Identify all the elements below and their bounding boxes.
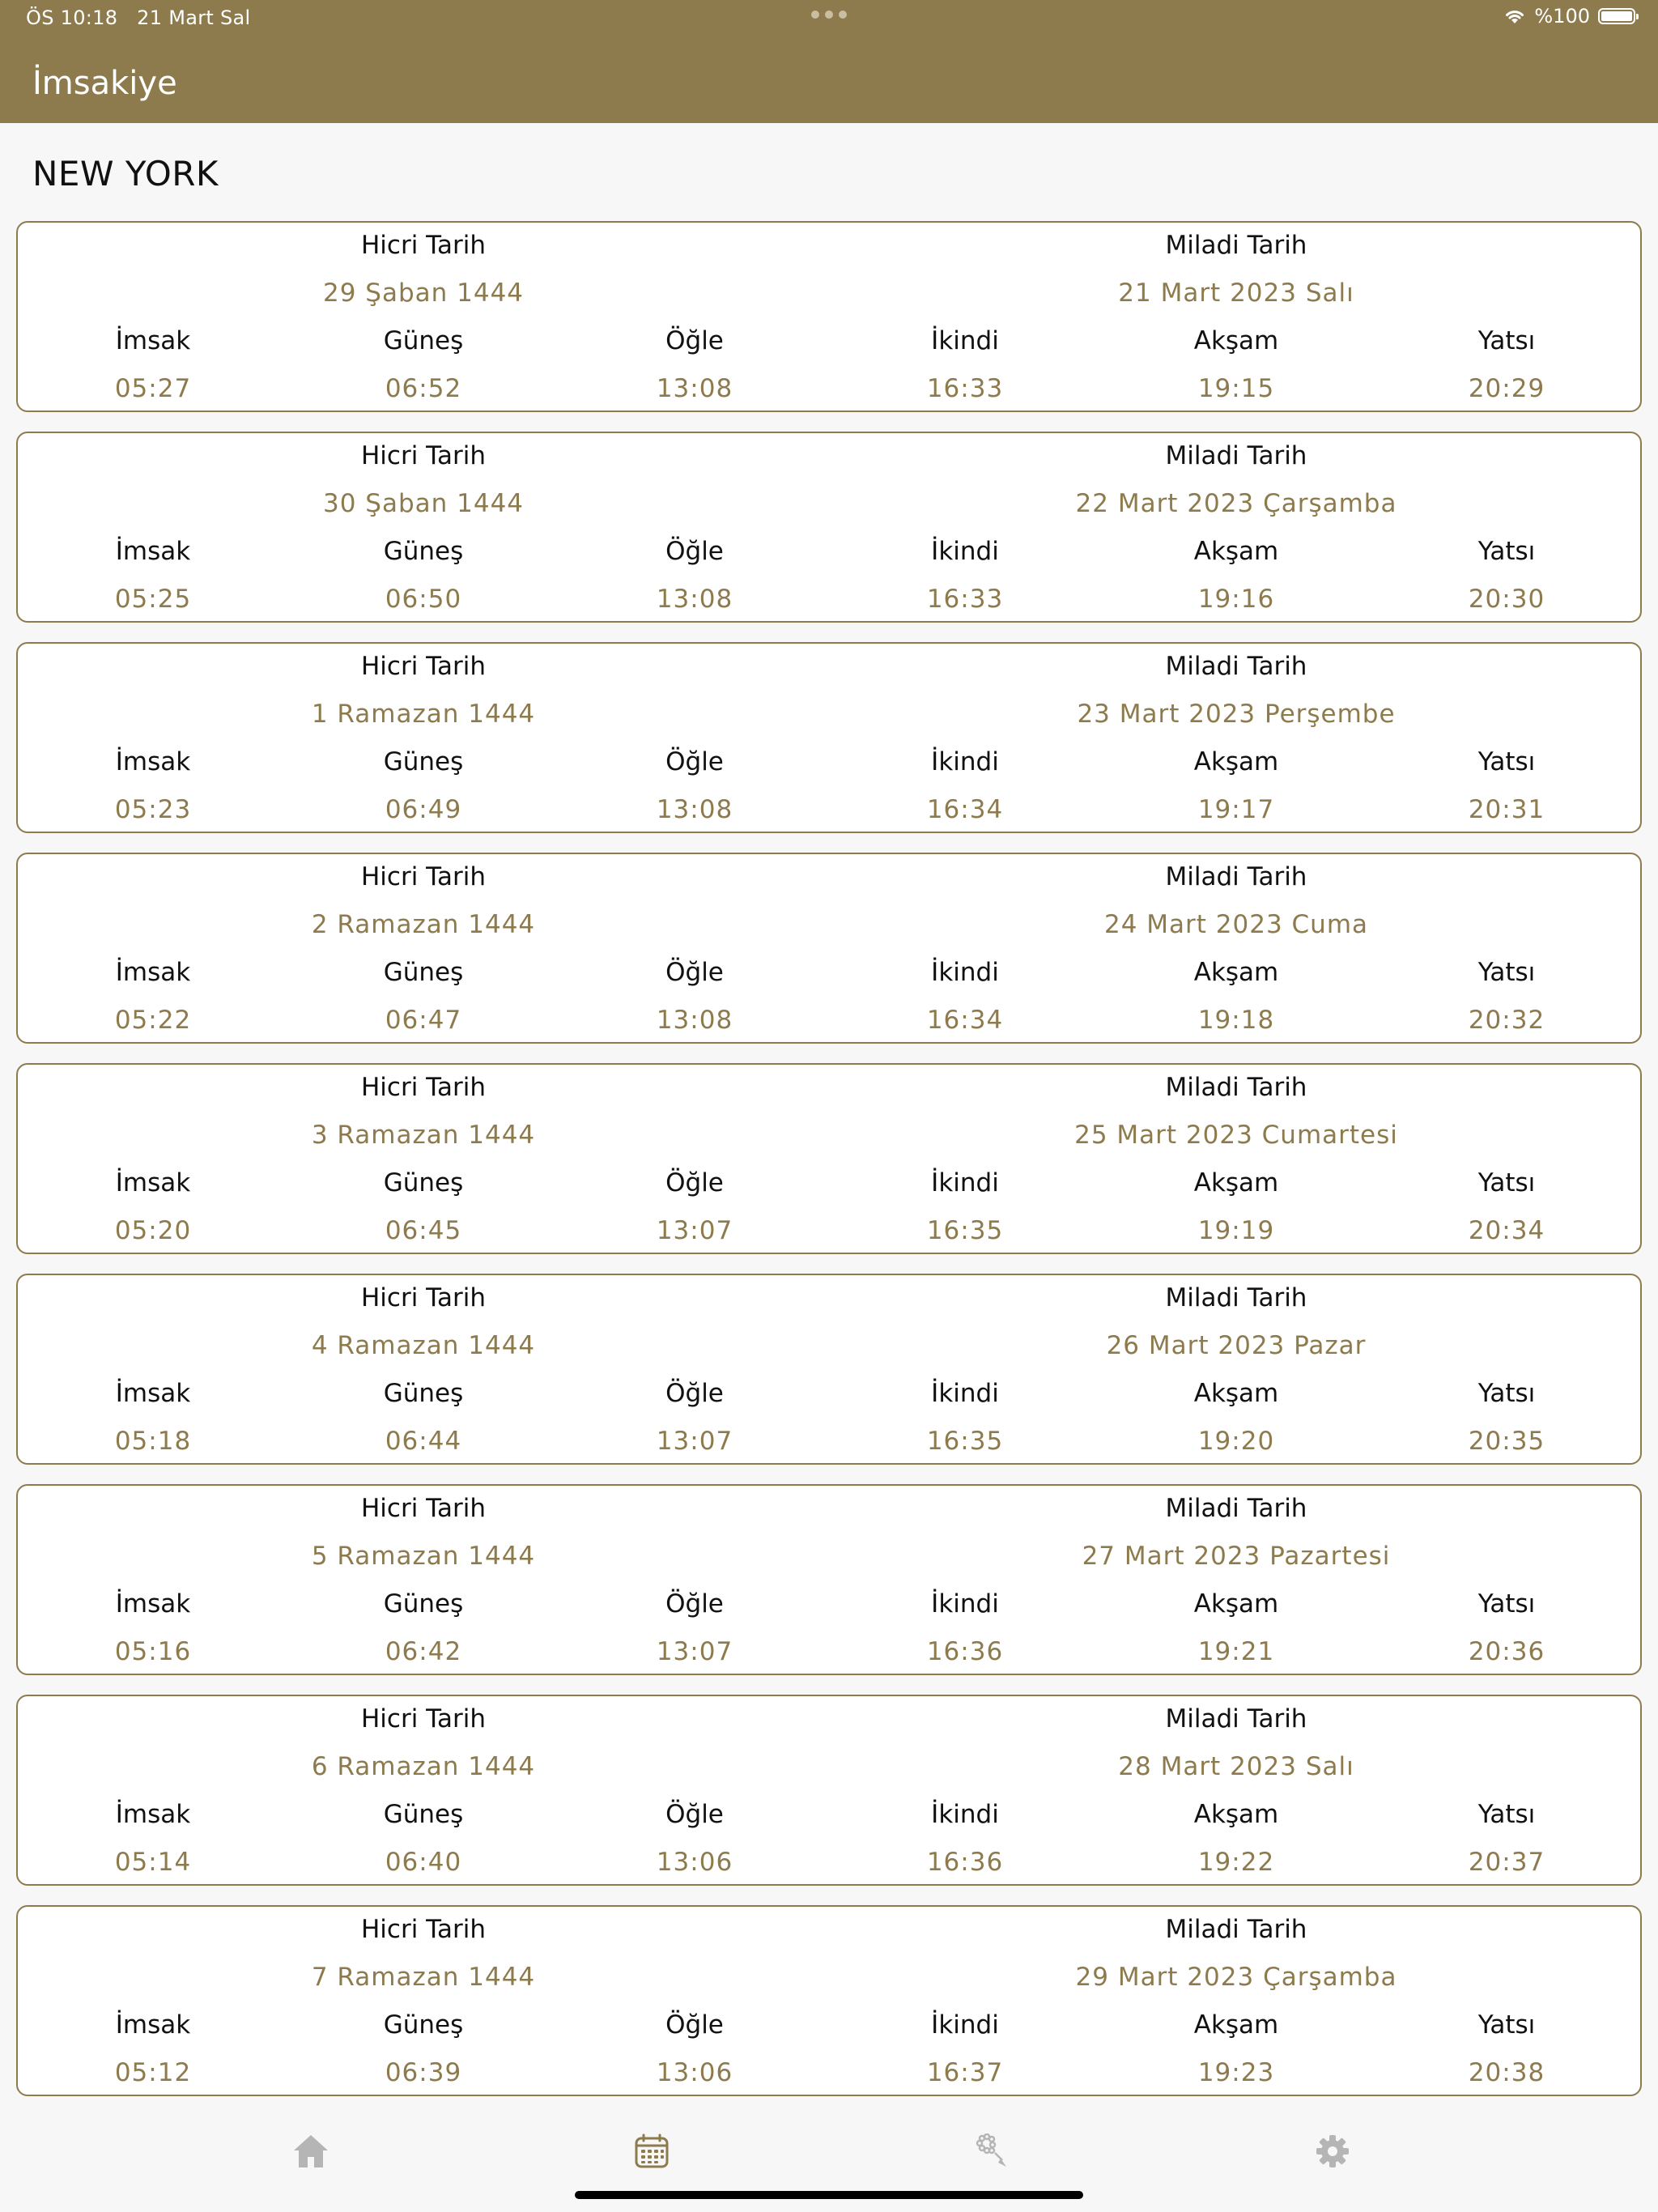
gregorian-date-label: Miladi Tarih	[1165, 1704, 1307, 1733]
status-bar	[0, 0, 1658, 39]
day-card[interactable]	[16, 1905, 1642, 2096]
ikindi-label: İkindi	[931, 537, 999, 566]
gregorian-date-value: 24 Mart 2023 Cuma	[1103, 910, 1369, 939]
ogle-label: Öğle	[665, 1589, 724, 1619]
yatsi-label: Yatsı	[1477, 1168, 1536, 1197]
home-indicator[interactable]	[575, 2191, 1083, 2199]
status-date: 21 Mart Sal	[137, 6, 251, 29]
day-card[interactable]	[16, 1063, 1642, 1254]
aksam-time: 19:18	[1197, 1006, 1275, 1035]
ikindi-label: İkindi	[931, 1168, 999, 1197]
day-card[interactable]	[16, 642, 1642, 833]
calendar-icon	[634, 2133, 670, 2169]
imsak-time: 05:23	[114, 795, 192, 824]
hijri-date-value: 2 Ramazan 1444	[311, 910, 536, 939]
gregorian-date-label: Miladi Tarih	[1165, 1494, 1307, 1523]
ogle-time: 13:07	[656, 1427, 733, 1456]
hijri-date-value: 5 Ramazan 1444	[311, 1542, 536, 1571]
gunes-label: Güneş	[383, 958, 464, 987]
tab-tesbih[interactable]	[973, 2131, 1014, 2172]
gregorian-date-value: 27 Mart 2023 Pazartesi	[1082, 1542, 1391, 1571]
hijri-date-value: 7 Ramazan 1444	[311, 1963, 536, 1992]
ogle-label: Öğle	[665, 2010, 724, 2040]
tab-home[interactable]	[291, 2131, 331, 2172]
yatsi-label: Yatsı	[1477, 326, 1536, 355]
multitasking-dots-icon[interactable]	[811, 11, 847, 20]
yatsi-time: 20:30	[1468, 585, 1545, 614]
battery-icon	[1598, 8, 1635, 24]
gunes-label: Güneş	[383, 1168, 464, 1197]
yatsi-label: Yatsı	[1477, 1800, 1536, 1829]
day-card[interactable]	[16, 432, 1642, 623]
ikindi-time: 16:36	[926, 1848, 1004, 1877]
hijri-date-label: Hicri Tarih	[361, 1494, 486, 1523]
gunes-time: 06:44	[385, 1427, 462, 1456]
yatsi-label: Yatsı	[1477, 2010, 1536, 2040]
imsak-time: 05:27	[114, 374, 192, 403]
imsak-label: İmsak	[115, 537, 191, 566]
gregorian-date-value: 25 Mart 2023 Cumartesi	[1074, 1121, 1398, 1150]
yatsi-label: Yatsı	[1477, 747, 1536, 776]
imsak-time: 05:20	[114, 1216, 192, 1245]
ikindi-label: İkindi	[931, 1800, 999, 1829]
yatsi-time: 20:35	[1468, 1427, 1545, 1456]
hijri-date-label: Hicri Tarih	[361, 1704, 486, 1733]
yatsi-time: 20:31	[1468, 795, 1545, 824]
imsak-label: İmsak	[115, 747, 191, 776]
aksam-label: Akşam	[1193, 326, 1279, 355]
imsak-label: İmsak	[115, 1589, 191, 1619]
home-icon	[292, 2133, 329, 2169]
imsak-label: İmsak	[115, 326, 191, 355]
gregorian-date-value: 29 Mart 2023 Çarşamba	[1075, 1963, 1397, 1992]
yatsi-label: Yatsı	[1477, 537, 1536, 566]
ikindi-time: 16:35	[926, 1216, 1004, 1245]
yatsi-time: 20:38	[1468, 2058, 1545, 2087]
ogle-time: 13:06	[656, 2058, 733, 2087]
aksam-time: 19:19	[1197, 1216, 1275, 1245]
ogle-label: Öğle	[665, 1800, 724, 1829]
ikindi-time: 16:33	[926, 585, 1004, 614]
gregorian-date-label: Miladi Tarih	[1165, 652, 1307, 681]
ikindi-label: İkindi	[931, 2010, 999, 2040]
gregorian-date-label: Miladi Tarih	[1165, 1915, 1307, 1944]
ikindi-time: 16:36	[926, 1637, 1004, 1666]
imsak-label: İmsak	[115, 958, 191, 987]
hijri-date-label: Hicri Tarih	[361, 1283, 486, 1312]
status-time	[26, 6, 251, 29]
yatsi-time: 20:36	[1468, 1637, 1545, 1666]
ogle-label: Öğle	[665, 1168, 724, 1197]
gregorian-date-label: Miladi Tarih	[1165, 231, 1307, 260]
ogle-time: 13:08	[656, 374, 733, 403]
yatsi-time: 20:32	[1468, 1006, 1545, 1035]
hijri-date-label: Hicri Tarih	[361, 1915, 486, 1944]
ogle-time: 13:08	[656, 585, 733, 614]
aksam-time: 19:16	[1197, 585, 1275, 614]
gunes-label: Güneş	[383, 326, 464, 355]
yatsi-time: 20:29	[1468, 374, 1545, 403]
gunes-time: 06:47	[385, 1006, 462, 1035]
ikindi-label: İkindi	[931, 326, 999, 355]
gunes-label: Güneş	[383, 1589, 464, 1619]
ogle-time: 13:08	[656, 795, 733, 824]
gregorian-date-value: 26 Mart 2023 Pazar	[1106, 1331, 1367, 1360]
aksam-label: Akşam	[1193, 537, 1279, 566]
day-card[interactable]	[16, 1274, 1642, 1465]
gregorian-date-value: 23 Mart 2023 Perşembe	[1077, 700, 1396, 729]
day-card[interactable]	[16, 221, 1642, 412]
gunes-time: 06:50	[385, 585, 462, 614]
status-clock: ÖS 10:18	[26, 6, 118, 29]
ikindi-label: İkindi	[931, 747, 999, 776]
gregorian-date-value: 28 Mart 2023 Salı	[1118, 1752, 1354, 1781]
aksam-time: 19:23	[1197, 2058, 1275, 2087]
aksam-label: Akşam	[1193, 1168, 1279, 1197]
hijri-date-label: Hicri Tarih	[361, 862, 486, 891]
ikindi-label: İkindi	[931, 1589, 999, 1619]
gunes-time: 06:52	[385, 374, 462, 403]
imsak-label: İmsak	[115, 1800, 191, 1829]
imsak-time: 05:22	[114, 1006, 192, 1035]
tab-settings[interactable]	[1312, 2131, 1353, 2172]
imsak-label: İmsak	[115, 1168, 191, 1197]
ikindi-time: 16:33	[926, 374, 1004, 403]
hijri-date-label: Hicri Tarih	[361, 441, 486, 470]
hijri-date-label: Hicri Tarih	[361, 652, 486, 681]
prayer-times-list[interactable]	[16, 221, 1642, 2116]
imsak-time: 05:18	[114, 1427, 192, 1456]
ogle-time: 13:06	[656, 1848, 733, 1877]
ogle-label: Öğle	[665, 326, 724, 355]
aksam-label: Akşam	[1193, 2010, 1279, 2040]
gunes-time: 06:39	[385, 2058, 462, 2087]
ikindi-time: 16:37	[926, 2058, 1004, 2087]
prayer-beads-icon	[976, 2133, 1011, 2169]
hijri-date-value: 6 Ramazan 1444	[311, 1752, 536, 1781]
gregorian-date-label: Miladi Tarih	[1165, 441, 1307, 470]
gunes-label: Güneş	[383, 2010, 464, 2040]
aksam-time: 19:20	[1197, 1427, 1275, 1456]
aksam-time: 19:15	[1197, 374, 1275, 403]
gregorian-date-label: Miladi Tarih	[1165, 1283, 1307, 1312]
imsak-time: 05:25	[114, 585, 192, 614]
gunes-label: Güneş	[383, 1800, 464, 1829]
yatsi-time: 20:34	[1468, 1216, 1545, 1245]
aksam-label: Akşam	[1193, 1800, 1279, 1829]
aksam-time: 19:21	[1197, 1637, 1275, 1666]
hijri-date-value: 30 Şaban 1444	[322, 489, 525, 518]
hijri-date-value: 3 Ramazan 1444	[311, 1121, 536, 1150]
yatsi-label: Yatsı	[1477, 1379, 1536, 1408]
ikindi-time: 16:34	[926, 795, 1004, 824]
day-card[interactable]	[16, 1695, 1642, 1886]
gunes-label: Güneş	[383, 537, 464, 566]
ikindi-label: İkindi	[931, 1379, 999, 1408]
ogle-label: Öğle	[665, 958, 724, 987]
gregorian-date-label: Miladi Tarih	[1165, 1073, 1307, 1102]
ogle-label: Öğle	[665, 537, 724, 566]
gunes-label: Güneş	[383, 1379, 464, 1408]
gunes-time: 06:42	[385, 1637, 462, 1666]
page-title: İmsakiye	[32, 65, 177, 102]
aksam-label: Akşam	[1193, 747, 1279, 776]
header-bar	[0, 0, 1658, 123]
gregorian-date-value: 21 Mart 2023 Salı	[1118, 279, 1354, 308]
ogle-label: Öğle	[665, 1379, 724, 1408]
hijri-date-label: Hicri Tarih	[361, 231, 486, 260]
tab-imsakiye[interactable]	[631, 2131, 672, 2172]
day-card[interactable]	[16, 1484, 1642, 1675]
gunes-time: 06:49	[385, 795, 462, 824]
yatsi-label: Yatsı	[1477, 958, 1536, 987]
yatsi-time: 20:37	[1468, 1848, 1545, 1877]
battery-percentage: %100	[1534, 5, 1590, 28]
day-card[interactable]	[16, 853, 1642, 1044]
hijri-date-value: 29 Şaban 1444	[322, 279, 525, 308]
ikindi-label: İkindi	[931, 958, 999, 987]
hijri-date-label: Hicri Tarih	[361, 1073, 486, 1102]
imsak-time: 05:16	[114, 1637, 192, 1666]
ogle-time: 13:07	[656, 1216, 733, 1245]
gunes-time: 06:45	[385, 1216, 462, 1245]
aksam-label: Akşam	[1193, 1379, 1279, 1408]
imsak-label: İmsak	[115, 2010, 191, 2040]
ikindi-time: 16:34	[926, 1006, 1004, 1035]
imsak-time: 05:12	[114, 2058, 192, 2087]
ogle-time: 13:08	[656, 1006, 733, 1035]
hijri-date-value: 4 Ramazan 1444	[311, 1331, 536, 1360]
imsak-label: İmsak	[115, 1379, 191, 1408]
ogle-time: 13:07	[656, 1637, 733, 1666]
gregorian-date-value: 22 Mart 2023 Çarşamba	[1075, 489, 1397, 518]
gregorian-date-label: Miladi Tarih	[1165, 862, 1307, 891]
city-title: NEW YORK	[32, 154, 219, 194]
aksam-label: Akşam	[1193, 1589, 1279, 1619]
aksam-time: 19:17	[1197, 795, 1275, 824]
status-indicators	[1503, 5, 1635, 28]
gunes-time: 06:40	[385, 1848, 462, 1877]
aksam-time: 19:22	[1197, 1848, 1275, 1877]
gear-icon	[1315, 2133, 1350, 2169]
ikindi-time: 16:35	[926, 1427, 1004, 1456]
aksam-label: Akşam	[1193, 958, 1279, 987]
ogle-label: Öğle	[665, 747, 724, 776]
gunes-label: Güneş	[383, 747, 464, 776]
wifi-icon	[1503, 7, 1526, 25]
yatsi-label: Yatsı	[1477, 1589, 1536, 1619]
imsak-time: 05:14	[114, 1848, 192, 1877]
hijri-date-value: 1 Ramazan 1444	[311, 700, 536, 729]
